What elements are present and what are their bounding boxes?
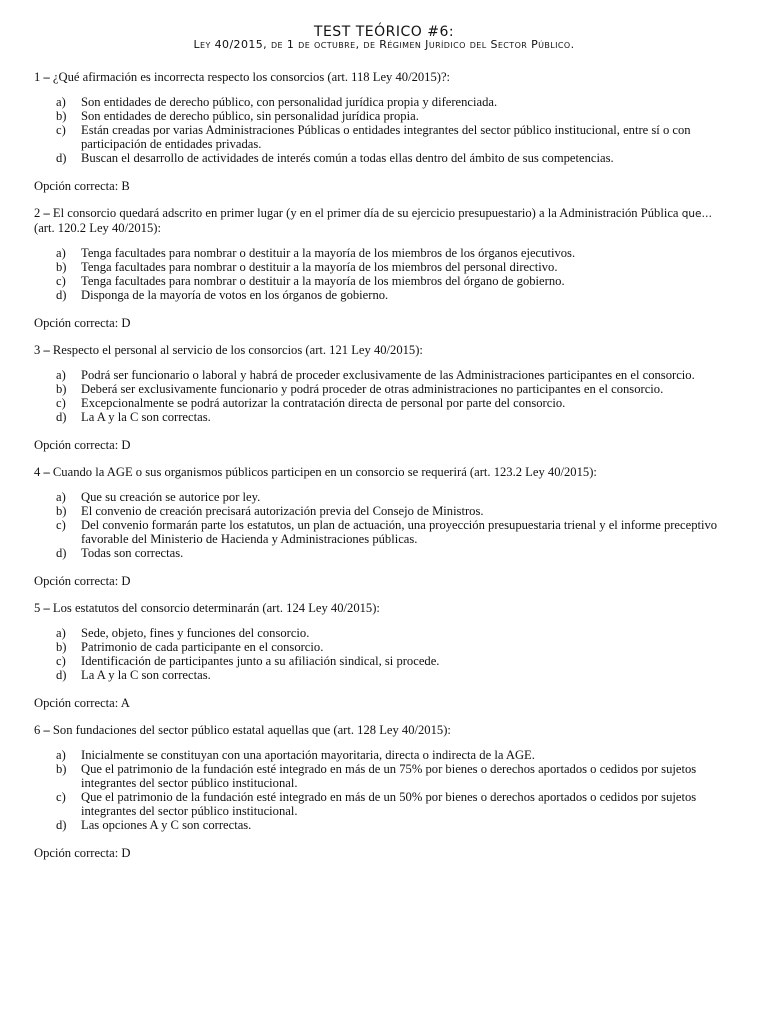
option-text: Disponga de la mayoría de votos en los órganos de gobierno.: [81, 288, 389, 302]
question-number: 1: [34, 70, 41, 84]
option-list: [34, 748, 744, 832]
option-text: Del convenio formarán parte los estatutos, un plan de actuación, una proyección presupuestaria trienal y el informe preceptivo favorable del Ministerio de Hacienda y Administraciones públicas.: [81, 518, 718, 546]
option-d: [34, 410, 744, 424]
option-d: [34, 546, 744, 560]
option-b: [34, 640, 744, 654]
question-prompt: Los estatutos del consorcio determinarán (art. 124 Ley 40/2015):: [52, 601, 380, 615]
option-list: [34, 490, 744, 560]
option-text: Inicialmente se constituyan con una aportación mayoritaria, directa o indirecta de la AGE.: [81, 748, 535, 762]
option-text: Sede, objeto, fines y funciones del consorcio.: [81, 626, 310, 640]
option-letter: a): [56, 490, 66, 504]
correct-answer: Opción correcta: D: [34, 438, 131, 452]
question-3: [34, 343, 744, 452]
option-a: [34, 368, 744, 382]
option-text: Tenga facultades para nombrar o destituir a la mayoría de los miembros del personal directivo.: [81, 260, 558, 274]
question-text: [34, 343, 744, 357]
question-text: [34, 601, 744, 615]
question-dash: –: [43, 343, 50, 357]
option-text: Tenga facultades para nombrar o destituir a la mayoría de los miembros del órgano de gobierno.: [81, 274, 565, 288]
option-d: [34, 151, 744, 165]
question-text: [34, 465, 744, 479]
option-letter: c): [56, 654, 66, 668]
option-letter: a): [56, 368, 66, 382]
option-b: [34, 109, 744, 123]
correct-answer: Opción correcta: D: [34, 574, 131, 588]
option-text: La A y la C son correctas.: [81, 410, 211, 424]
option-text: Son entidades de derecho público, con personalidad jurídica propia y diferenciada.: [81, 95, 498, 109]
option-letter: b): [56, 382, 67, 396]
option-text: Identificación de participantes junto a su afiliación sindical, si procede.: [81, 654, 440, 668]
option-text: El convenio de creación precisará autorización previa del Consejo de Ministros.: [81, 504, 484, 518]
option-text: Podrá ser funcionario o laboral y habrá de proceder exclusivamente de las Administraciones participantes en el consorcio.: [81, 368, 695, 382]
option-c: [34, 396, 744, 410]
option-text: Que el patrimonio de la fundación esté integrado en más de un 75% por bienes o derechos aportados o cedidos por sujetos integrantes del sector público institucional.: [81, 762, 697, 790]
question-text: [34, 206, 744, 235]
question-dash: –: [43, 465, 50, 479]
question-text: [34, 70, 744, 84]
option-letter: c): [56, 274, 66, 288]
option-b: [34, 504, 744, 518]
option-letter: b): [56, 260, 67, 274]
option-list: [34, 626, 744, 682]
correct-answer: Opción correcta: D: [34, 316, 131, 330]
option-a: [34, 748, 744, 762]
document-subtitle: Ley 40/2015, de 1 de octubre, de Régimen Jurídico del Sector Público.: [193, 38, 575, 51]
option-letter: a): [56, 95, 66, 109]
option-text: Que su creación se autorice por ley.: [81, 490, 261, 504]
option-text: Buscan el desarrollo de actividades de interés común a todas ellas dentro del ámbito de sus competencias.: [81, 151, 614, 165]
option-text: Tenga facultades para nombrar o destituir a la mayoría de los miembros de los órganos ejecutivos.: [81, 246, 576, 260]
question-number: 3: [34, 343, 41, 357]
correct-answer: Opción correcta: D: [34, 846, 131, 860]
question-number: 4: [34, 465, 41, 479]
option-a: [34, 246, 744, 260]
question-number: 6: [34, 723, 41, 737]
question-4: [34, 465, 744, 588]
option-letter: c): [56, 518, 66, 532]
option-letter: b): [56, 109, 67, 123]
option-letter: c): [56, 790, 66, 804]
question-number: 5: [34, 601, 41, 615]
option-letter: c): [56, 123, 66, 137]
option-text: Excepcionalmente se podrá autorizar la contratación directa de personal por parte del consorcio.: [81, 396, 566, 410]
document-title: TEST TEÓRICO #6:: [313, 24, 455, 40]
option-a: [34, 95, 744, 109]
option-letter: d): [56, 546, 67, 560]
option-letter: a): [56, 748, 66, 762]
option-letter: a): [56, 626, 66, 640]
question-list: [34, 70, 744, 873]
question-dash: –: [43, 723, 50, 737]
option-letter: b): [56, 640, 67, 654]
question-prompt: ¿Qué afirmación es incorrecta respecto los consorcios (art. 118 Ley 40/2015)?:: [52, 70, 451, 84]
option-letter: d): [56, 151, 67, 165]
option-b: [34, 382, 744, 396]
option-text: Todas son correctas.: [81, 546, 184, 560]
question-text: [34, 723, 744, 737]
option-text: Deberá ser exclusivamente funcionario y podrá proceder de otras administraciones no participantes en el consorcio.: [81, 382, 664, 396]
option-c: [34, 123, 744, 151]
question-5: [34, 601, 744, 710]
question-prompt: Cuando la AGE o sus organismos públicos participen en un consorcio se requerirá (art. 123.2 Ley 40/2015):: [52, 465, 597, 479]
option-text: Que el patrimonio de la fundación esté integrado en más de un 50% por bienes o derechos aportados o cedidos por sujetos integrantes del sector público institucional.: [81, 790, 697, 818]
question-number: 2: [34, 206, 41, 220]
option-letter: b): [56, 762, 67, 776]
question-1: [34, 70, 744, 193]
option-d: [34, 288, 744, 302]
question-prompt-tail: que…: [681, 208, 712, 220]
question-dash: –: [43, 70, 50, 84]
option-list: [34, 368, 744, 424]
option-letter: b): [56, 504, 67, 518]
correct-answer: Opción correcta: B: [34, 179, 130, 193]
option-text: Están creadas por varias Administraciones Públicas o entidades integrantes del sector público institucional, entre sí o con participación de entidades privadas.: [81, 123, 691, 151]
option-letter: d): [56, 410, 67, 424]
option-letter: a): [56, 246, 66, 260]
question-prompt: El consorcio quedará adscrito en primer lugar (y en el primer día de su ejercicio presupuestario) a la Administración Pública: [52, 206, 679, 220]
option-a: [34, 626, 744, 640]
option-letter: d): [56, 818, 67, 832]
question-dash: –: [43, 206, 50, 220]
option-text: La A y la C son correctas.: [81, 668, 211, 682]
question-dash: –: [43, 601, 50, 615]
option-text: Patrimonio de cada participante en el consorcio.: [81, 640, 324, 654]
option-d: [34, 818, 744, 832]
option-text: Son entidades de derecho público, sin personalidad jurídica propia.: [81, 109, 419, 123]
option-b: [34, 260, 744, 274]
question-2: [34, 206, 744, 330]
option-c: [34, 274, 744, 288]
option-letter: d): [56, 668, 67, 682]
option-a: [34, 490, 744, 504]
option-b: [34, 762, 744, 790]
option-list: [34, 246, 744, 302]
option-text: Las opciones A y C son correctas.: [81, 818, 252, 832]
option-letter: c): [56, 396, 66, 410]
question-prompt-line2: (art. 120.2 Ley 40/2015):: [34, 221, 161, 235]
option-list: [34, 95, 744, 165]
question-prompt: Respecto el personal al servicio de los consorcios (art. 121 Ley 40/2015):: [52, 343, 423, 357]
option-d: [34, 668, 744, 682]
option-c: [34, 790, 744, 818]
option-c: [34, 518, 744, 546]
option-letter: d): [56, 288, 67, 302]
option-c: [34, 654, 744, 668]
correct-answer: Opción correcta: A: [34, 696, 130, 710]
question-6: [34, 723, 744, 860]
question-prompt: Son fundaciones del sector público estatal aquellas que (art. 128 Ley 40/2015):: [52, 723, 451, 737]
